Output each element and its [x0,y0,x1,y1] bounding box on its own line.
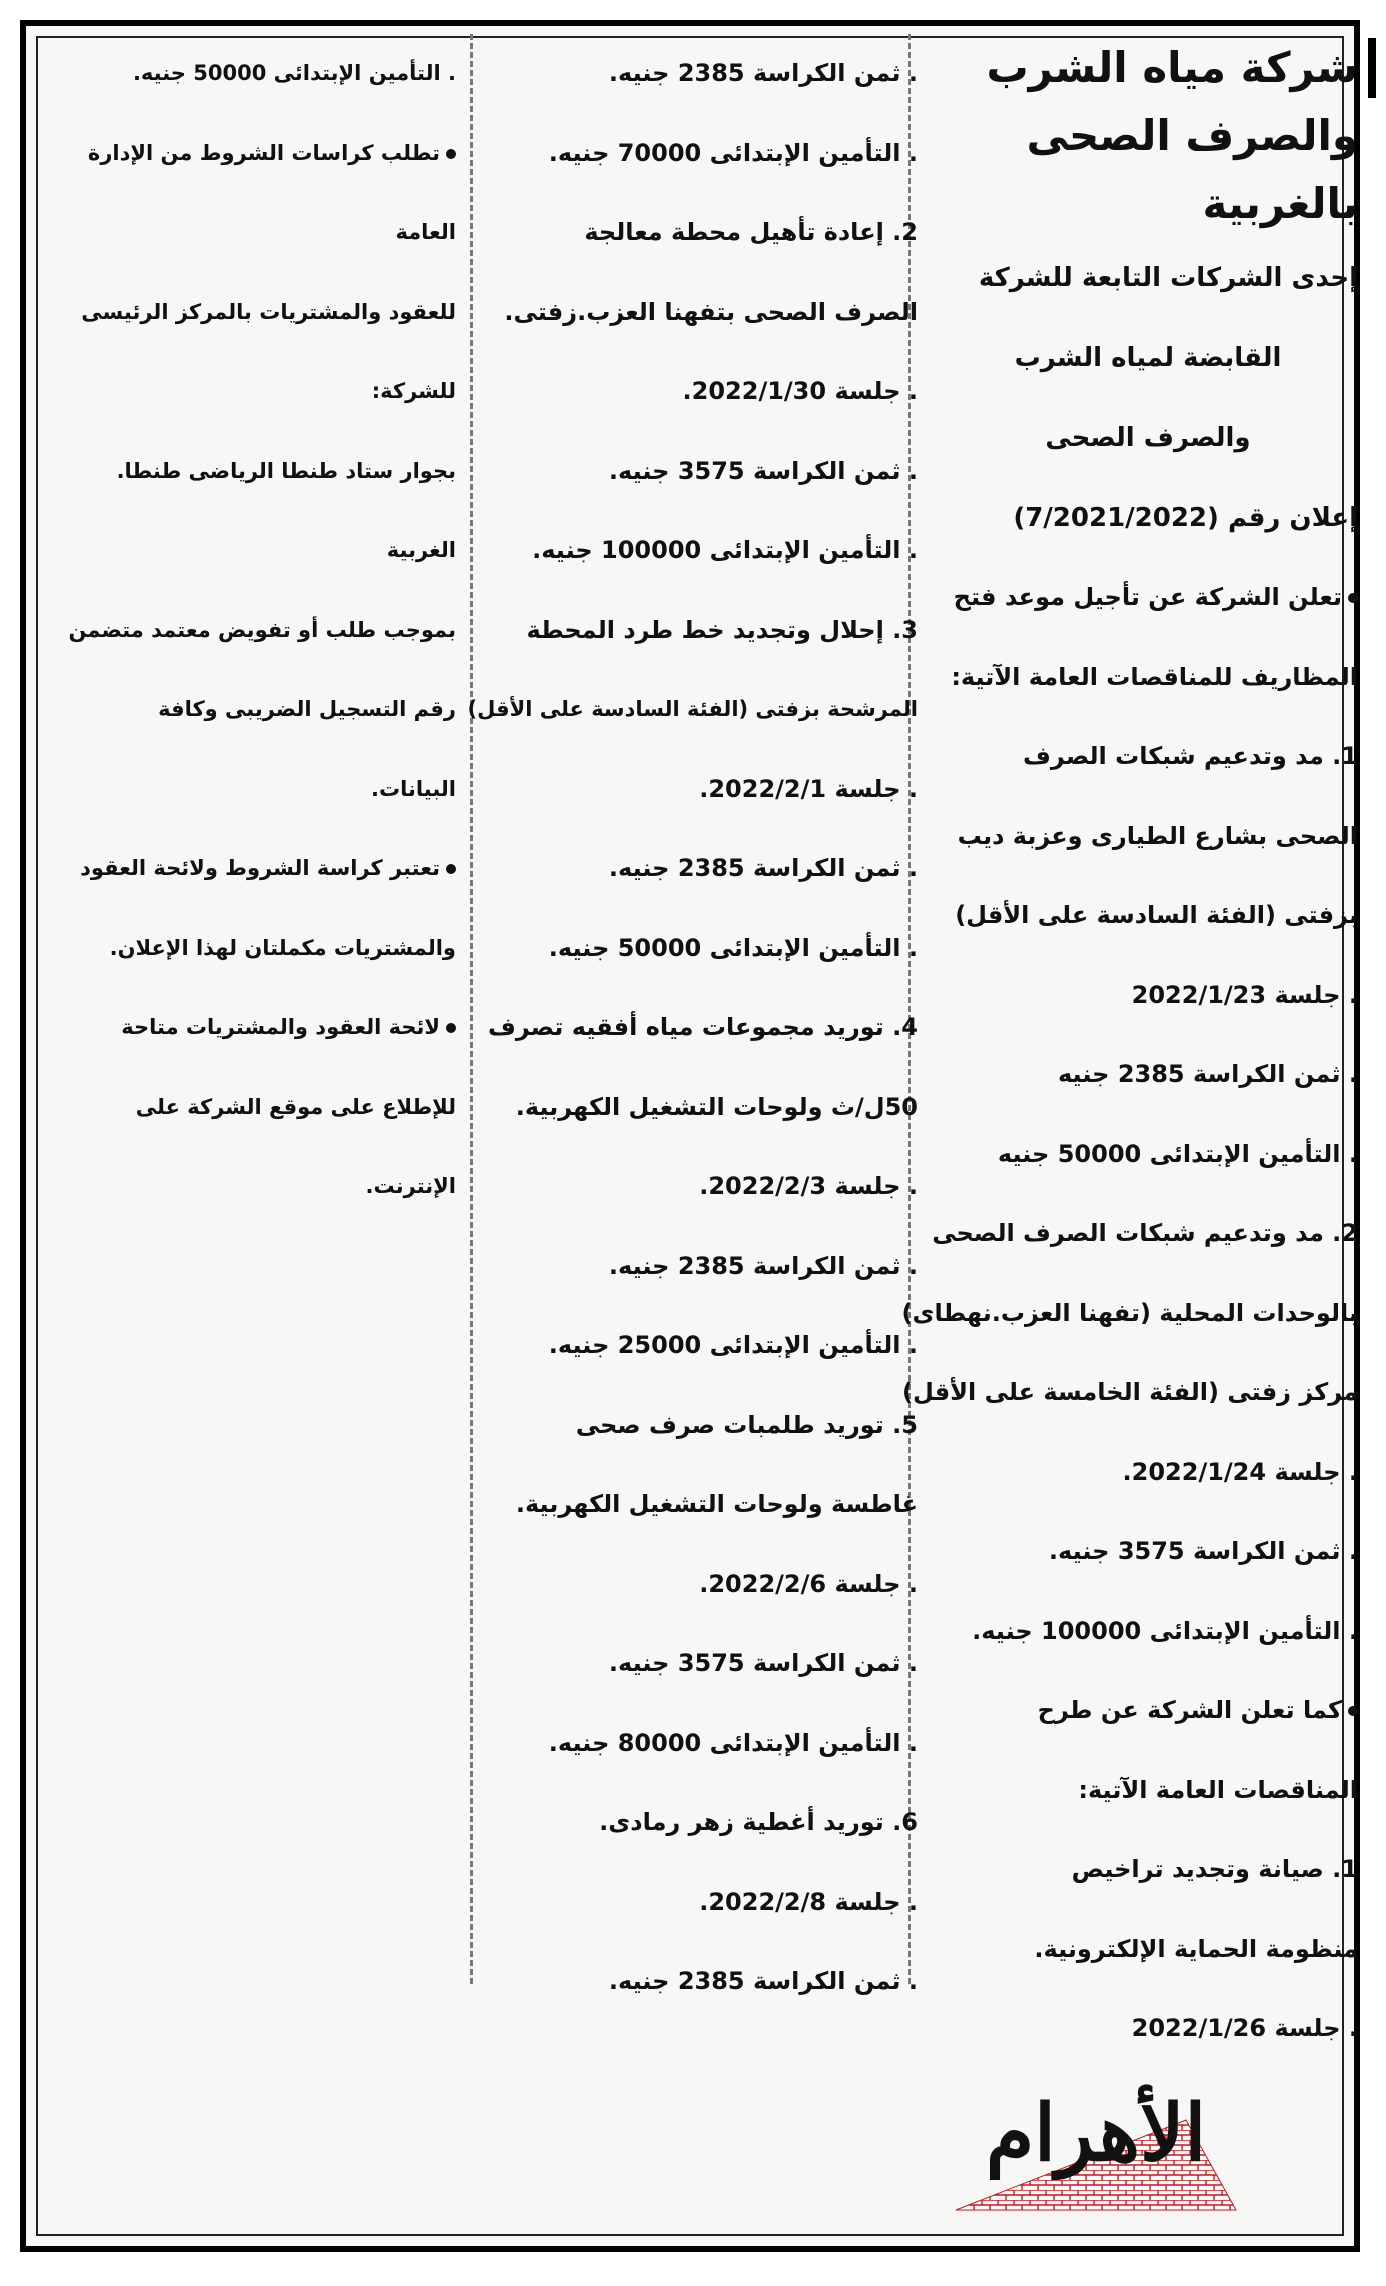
right-line: مركز زفتى (الفئة الخامسة على الأقل) [902,1378,1358,1406]
left-line: رقم التسجيل الضريبى وكافة البيانات. [158,697,456,801]
middle-line: . التأمين الإبتدائى 25000 جنيه. [548,1331,918,1359]
middle-line: . جلسة 2022/2/8. [699,1887,918,1916]
right-line: بالوحدات المحلية (تفهنا العزب.نهطاى) [901,1298,1358,1327]
left-column [66,34,456,1227]
middle-line: غاطسة ولوحات التشغيل الكهربية. [515,1490,918,1518]
right-line: . التأمين الإبتدائى 50000 جنيه [997,1139,1358,1168]
middle-line: . جلسة 2022/2/1. [699,774,918,803]
right-line: 2. مد وتدعيم شبكات الصرف الصحى [932,1219,1358,1247]
column-separator-left [470,34,473,1984]
middle-line: . ثمن الكراسة 2385 جنيه. [608,1967,918,1995]
middle-line: 2. إعادة تأهيل محطة معالجة [584,218,918,246]
middle-line: . ثمن الكراسة 2385 جنيه. [608,854,918,882]
middle-line: 4. توريد مجموعات مياه أفقيه تصرف [487,1013,918,1041]
middle-column [467,34,918,2022]
middle-line: الصرف الصحى بتفهنا العزب.زفتى. [504,297,918,326]
al-ahram-logo [946,2040,1246,2220]
left-line: بموجب طلب أو تفويض معتمد متضمن [68,617,456,642]
pyramid-logo-icon [946,2040,1246,2220]
right-line: . جلسة 2022/1/23 [1131,980,1358,1009]
affiliate-line3: والصرف الصحى [1045,423,1251,453]
middle-line: . جلسة 2022/2/6. [699,1569,918,1598]
bullet-icon [1348,593,1358,603]
middle-line: 3. إحلال وتجديد خط طرد المحطة [526,615,918,644]
middle-line: المرشحة بزفتى (الفئة السادسة على الأقل) [467,697,918,721]
right-line: . ثمن الكراسة 2385 جنيه [1058,1060,1358,1088]
middle-line: . ثمن الكراسة 3575 جنيه. [608,456,918,485]
affiliate-line1: إحدى الشركات التابعة للشركة [978,263,1358,293]
right-line: . ثمن الكراسة 3575 جنيه. [1048,1537,1358,1565]
middle-line: . جلسة 2022/1/30. [682,377,918,405]
right-line: منظومة الحماية الإلكترونية. [1034,1934,1358,1963]
right-line: 1. صيانة وتجديد تراخيص [1071,1855,1358,1883]
right-line: المناقصات العامة الآتية: [1078,1775,1358,1804]
affiliate-line2: القابضة لمياه الشرب [1014,343,1282,373]
right-line: الصحى بشارع الطيارى وعزبة ديب [957,821,1358,850]
corner-mark [1368,38,1376,98]
company-name-line2: والصرف الصحى بالغربية [1026,111,1358,228]
left-line: تعتبر كراسة الشروط ولائحة العقود [66,829,456,909]
left-line: والمشتريات مكملتان لهذا الإعلان. [109,935,456,960]
logo-text: الأهرام [985,2088,1207,2179]
right-line: . جلسة 2022/1/26 [1131,2014,1358,2042]
right-line: . جلسة 2022/1/24. [1122,1457,1358,1486]
middle-line: . ثمن الكراسة 3575 جنيه. [608,1649,918,1677]
right-line: كما تعلن الشركة عن طرح [938,1671,1358,1751]
middle-line: 50ل/ث ولوحات التشغيل الكهربية. [515,1092,918,1121]
announcement-number: إعلان رقم (7/2021/2022) [1013,503,1358,533]
middle-line: . ثمن الكراسة 2385 جنيه. [608,59,918,87]
left-line: تطلب كراسات الشروط من الإدارة العامة [87,140,456,244]
bullet-icon [446,864,456,874]
left-line: للعقود والمشتريات بالمركز الرئيسى للشركة: [81,299,456,403]
left-line: بجوار ستاد طنطا الرياضى طنطا. الغربية [116,458,456,562]
right-line: المظاريف للمناقصات العامة الآتية: [951,662,1358,691]
middle-line: . التأمين الإبتدائى 80000 جنيه. [548,1728,918,1757]
bullet-icon [446,149,456,159]
middle-line: . ثمن الكراسة 2385 جنيه. [608,1251,918,1280]
left-line: للإطلاع على موقع الشركة على الإنترنت. [135,1094,456,1198]
middle-line: 6. توريد أغطية زهر رمادى. [599,1808,918,1836]
left-line: لائحة العقود والمشتريات متاحة [66,988,456,1068]
right-line: تعلن الشركة عن تأجيل موعد فتح [938,558,1358,638]
right-column [901,34,1358,2069]
right-line: 1. مد وتدعيم شبكات الصرف [1023,742,1358,770]
middle-line: . التأمين الإبتدائى 100000 جنيه. [532,536,918,564]
middle-line: . التأمين الإبتدائى 70000 جنيه. [548,138,918,167]
right-line: بزفتى (الفئة السادسة على الأقل) [955,901,1358,929]
bullet-icon [446,1023,456,1033]
middle-line: 5. توريد طلمبات صرف صحى [575,1410,918,1439]
company-name-line1: شركة مياه الشرب [986,43,1358,92]
right-line: . التأمين الإبتدائى 100000 جنيه. [972,1616,1358,1645]
left-line: . التأمين الإبتدائى 50000 جنيه. [132,61,456,85]
bullet-icon [1348,1706,1358,1716]
middle-line: . التأمين الإبتدائى 50000 جنيه. [548,933,918,962]
middle-line: . جلسة 2022/2/3. [699,1172,918,1200]
